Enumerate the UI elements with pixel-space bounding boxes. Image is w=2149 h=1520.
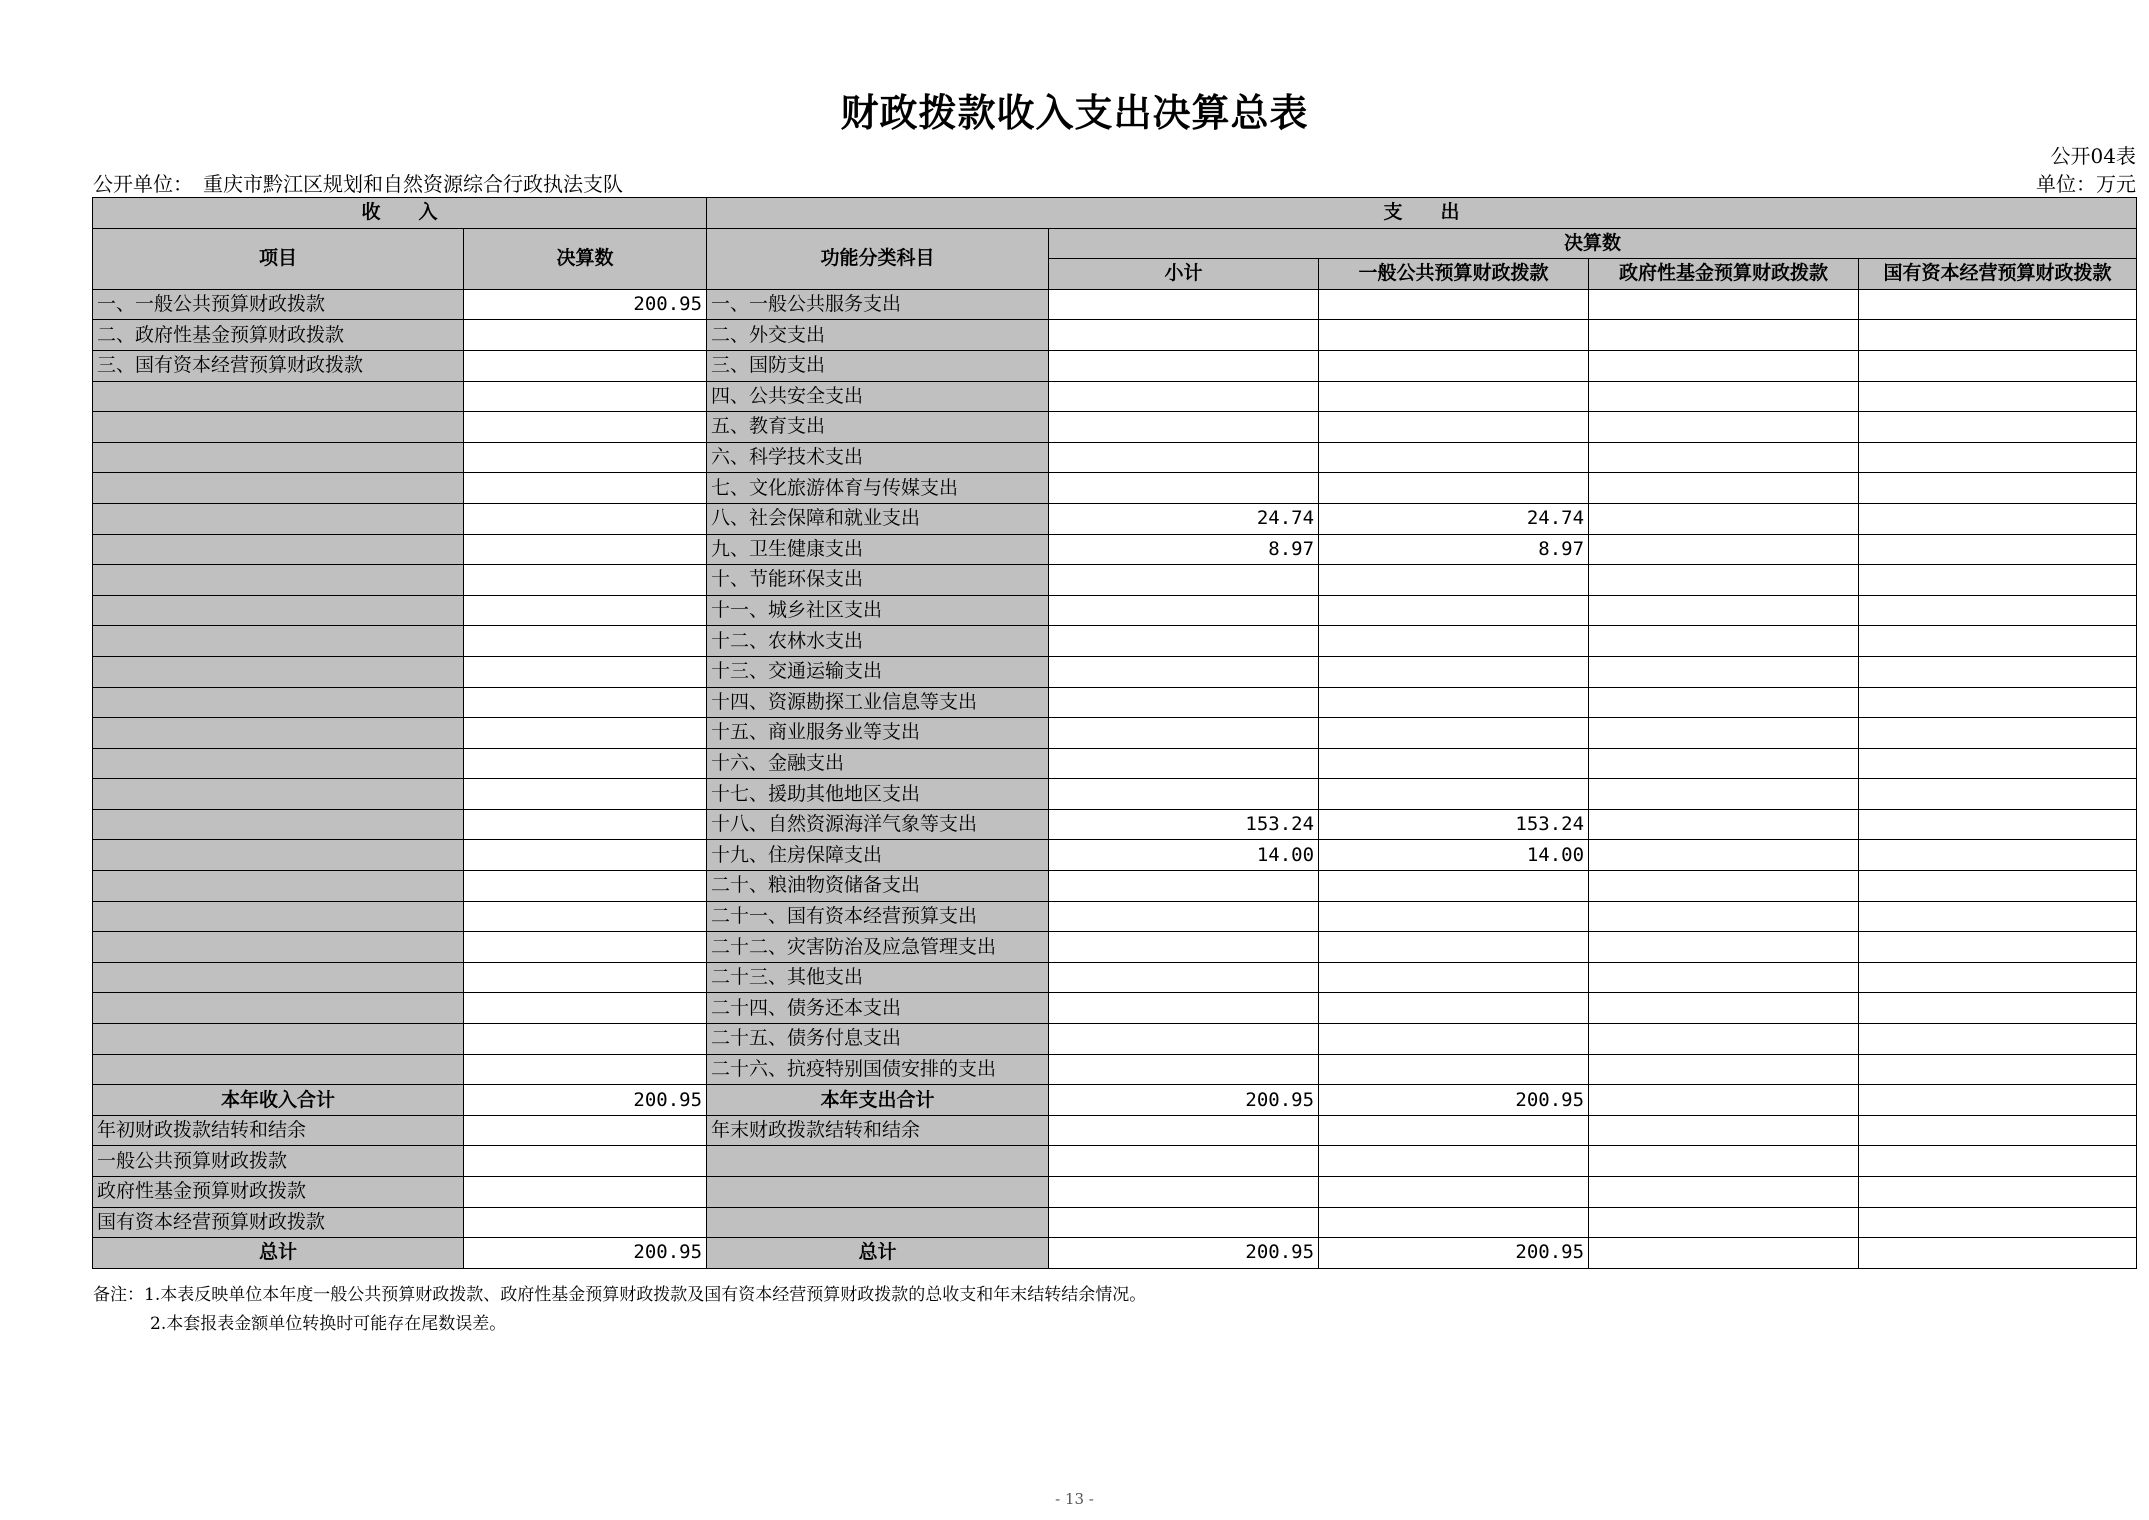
table-row xyxy=(93,350,2137,381)
carry-item-subtotal xyxy=(1049,1146,1319,1177)
general-budget-cell xyxy=(1319,779,1589,810)
carry-item-gov-fund xyxy=(1589,1207,1859,1238)
general-budget-cell: 24.74 xyxy=(1319,503,1589,534)
subtotal-cell xyxy=(1049,962,1319,993)
subtotal-cell xyxy=(1049,901,1319,932)
income-item xyxy=(93,565,464,596)
state-capital-cell xyxy=(1859,503,2137,534)
subtotal-cell xyxy=(1049,289,1319,320)
state-capital-cell xyxy=(1859,289,2137,320)
year-state-capital xyxy=(1859,1085,2137,1116)
carry-item-expense xyxy=(707,1207,1049,1238)
carry-item-state-capital xyxy=(1859,1177,2137,1208)
function-category: 十五、商业服务业等支出 xyxy=(707,718,1049,749)
table-row xyxy=(93,748,2137,779)
income-item xyxy=(93,932,464,963)
carry-item: 政府性基金预算财政拨款 xyxy=(93,1177,464,1208)
general-budget-cell xyxy=(1319,687,1589,718)
function-category: 二十三、其他支出 xyxy=(707,962,1049,993)
income-amount xyxy=(464,412,707,443)
subtotal-cell xyxy=(1049,473,1319,504)
gov-fund-cell xyxy=(1589,901,1859,932)
subtotal-cell xyxy=(1049,871,1319,902)
general-budget-cell xyxy=(1319,901,1589,932)
table-row xyxy=(93,473,2137,504)
gov-fund-cell xyxy=(1589,381,1859,412)
gov-fund-cell xyxy=(1589,350,1859,381)
table-row xyxy=(93,1024,2137,1055)
subtotal-cell xyxy=(1049,1054,1319,1085)
gov-fund-cell xyxy=(1589,1054,1859,1085)
expense-header: 支 出 xyxy=(707,198,2137,229)
function-category: 二十二、灾害防治及应急管理支出 xyxy=(707,932,1049,963)
income-amount xyxy=(464,779,707,810)
function-category: 二十五、债务付息支出 xyxy=(707,1024,1049,1055)
carry-general xyxy=(1319,1115,1589,1146)
state-capital-cell xyxy=(1859,901,2137,932)
table-row xyxy=(93,901,2137,932)
function-category: 二十四、债务还本支出 xyxy=(707,993,1049,1024)
table-row xyxy=(93,1054,2137,1085)
gov-fund-cell xyxy=(1589,412,1859,443)
table-row xyxy=(93,412,2137,443)
subtotal-cell xyxy=(1049,565,1319,596)
table-row xyxy=(93,718,2137,749)
subtotal-cell: 8.97 xyxy=(1049,534,1319,565)
final-header: 决算数 xyxy=(1049,228,2137,259)
general-budget-cell xyxy=(1319,993,1589,1024)
subtotal-cell xyxy=(1049,687,1319,718)
carry-over-row xyxy=(93,1115,2137,1146)
general-budget-cell xyxy=(1319,1054,1589,1085)
gov-fund-cell xyxy=(1589,503,1859,534)
function-category: 四、公共安全支出 xyxy=(707,381,1049,412)
carry-item-amount xyxy=(464,1177,707,1208)
subtotal-cell xyxy=(1049,779,1319,810)
state-capital-cell xyxy=(1859,320,2137,351)
general-budget-cell xyxy=(1319,350,1589,381)
table-row xyxy=(93,809,2137,840)
grand-total-row xyxy=(93,1238,2137,1269)
state-capital-cell xyxy=(1859,565,2137,596)
year-gov-fund xyxy=(1589,1085,1859,1116)
carry-item-state-capital xyxy=(1859,1146,2137,1177)
carry-item-general xyxy=(1319,1146,1589,1177)
table-row xyxy=(93,565,2137,596)
income-amount xyxy=(464,1024,707,1055)
general-budget-header: 一般公共预算财政拨款 xyxy=(1319,259,1589,290)
function-category: 十七、援助其他地区支出 xyxy=(707,779,1049,810)
state-capital-cell xyxy=(1859,656,2137,687)
function-category: 十八、自然资源海洋气象等支出 xyxy=(707,809,1049,840)
carry-item-subtotal xyxy=(1049,1207,1319,1238)
state-capital-cell xyxy=(1859,1024,2137,1055)
page-title: 财政拨款收入支出决算总表 xyxy=(840,91,1309,135)
income-item xyxy=(93,381,464,412)
general-budget-cell xyxy=(1319,473,1589,504)
gov-fund-cell xyxy=(1589,993,1859,1024)
income-item xyxy=(93,503,464,534)
carry-subtotal xyxy=(1049,1115,1319,1146)
income-item xyxy=(93,1024,464,1055)
income-amount xyxy=(464,656,707,687)
general-budget-cell xyxy=(1319,442,1589,473)
grand-expense-total-label: 总计 xyxy=(707,1238,1049,1269)
state-capital-cell xyxy=(1859,442,2137,473)
subtotal-cell xyxy=(1049,320,1319,351)
gov-fund-cell xyxy=(1589,840,1859,871)
carry-detail-row xyxy=(93,1207,2137,1238)
table-row xyxy=(93,503,2137,534)
general-budget-cell xyxy=(1319,626,1589,657)
subtotal-cell: 14.00 xyxy=(1049,840,1319,871)
income-amount xyxy=(464,962,707,993)
grand-general: 200.95 xyxy=(1319,1238,1589,1269)
year-total-row xyxy=(93,1085,2137,1116)
subtotal-cell: 153.24 xyxy=(1049,809,1319,840)
subtotal-cell xyxy=(1049,442,1319,473)
subtotal-cell: 24.74 xyxy=(1049,503,1319,534)
general-budget-cell xyxy=(1319,871,1589,902)
income-item xyxy=(93,840,464,871)
subtotal-cell xyxy=(1049,350,1319,381)
state-capital-cell xyxy=(1859,871,2137,902)
state-capital-cell xyxy=(1859,809,2137,840)
function-category: 十一、城乡社区支出 xyxy=(707,595,1049,626)
income-item: 二、政府性基金预算财政拨款 xyxy=(93,320,464,351)
income-amount xyxy=(464,534,707,565)
carry-item-expense xyxy=(707,1146,1049,1177)
state-capital-cell xyxy=(1859,473,2137,504)
grand-gov-fund xyxy=(1589,1238,1859,1269)
gov-fund-header: 政府性基金预算财政拨款 xyxy=(1589,259,1859,290)
income-item xyxy=(93,871,464,902)
state-capital-cell xyxy=(1859,534,2137,565)
income-amount xyxy=(464,320,707,351)
income-amount xyxy=(464,718,707,749)
income-item xyxy=(93,993,464,1024)
income-amount xyxy=(464,442,707,473)
subtotal-cell xyxy=(1049,718,1319,749)
carry-detail-row xyxy=(93,1177,2137,1208)
income-item xyxy=(93,626,464,657)
gov-fund-cell xyxy=(1589,320,1859,351)
subtotal-cell xyxy=(1049,626,1319,657)
subtotal-cell xyxy=(1049,1024,1319,1055)
gov-fund-cell xyxy=(1589,656,1859,687)
income-header: 收 入 xyxy=(93,198,707,229)
year-income-total: 200.95 xyxy=(464,1085,707,1116)
year-expense-total-label: 本年支出合计 xyxy=(707,1085,1049,1116)
income-item xyxy=(93,534,464,565)
income-item xyxy=(93,962,464,993)
gov-fund-cell xyxy=(1589,534,1859,565)
gov-fund-cell xyxy=(1589,748,1859,779)
income-amount xyxy=(464,473,707,504)
state-capital-cell xyxy=(1859,687,2137,718)
income-item: 一、一般公共预算财政拨款 xyxy=(93,289,464,320)
general-budget-cell xyxy=(1319,962,1589,993)
general-budget-cell xyxy=(1319,748,1589,779)
state-capital-cell xyxy=(1859,1054,2137,1085)
gov-fund-cell xyxy=(1589,718,1859,749)
gov-fund-cell xyxy=(1589,565,1859,596)
table-row xyxy=(93,381,2137,412)
gov-fund-cell xyxy=(1589,779,1859,810)
function-category: 五、教育支出 xyxy=(707,412,1049,443)
general-budget-cell xyxy=(1319,656,1589,687)
budget-table xyxy=(92,197,2137,1269)
state-capital-cell xyxy=(1859,779,2137,810)
income-item xyxy=(93,901,464,932)
income-amount xyxy=(464,840,707,871)
header-row-1 xyxy=(93,198,2137,229)
year-general: 200.95 xyxy=(1319,1085,1589,1116)
table-row xyxy=(93,779,2137,810)
income-amount xyxy=(464,993,707,1024)
note-2: 2.本套报表金额单位转换时可能存在尾数误差。 xyxy=(150,1314,507,1334)
general-budget-cell: 153.24 xyxy=(1319,809,1589,840)
function-category: 十九、住房保障支出 xyxy=(707,840,1049,871)
carry-item-general xyxy=(1319,1207,1589,1238)
gov-fund-cell xyxy=(1589,962,1859,993)
table-row xyxy=(93,595,2137,626)
income-amount xyxy=(464,748,707,779)
function-category: 七、文化旅游体育与传媒支出 xyxy=(707,473,1049,504)
carry-state-capital xyxy=(1859,1115,2137,1146)
carry-item-gov-fund xyxy=(1589,1146,1859,1177)
end-carry-label: 年末财政拨款结转和结余 xyxy=(707,1115,1049,1146)
table-row xyxy=(93,687,2137,718)
income-item xyxy=(93,442,464,473)
table-row xyxy=(93,840,2137,871)
state-capital-cell xyxy=(1859,718,2137,749)
income-amount xyxy=(464,503,707,534)
subtotal-cell xyxy=(1049,595,1319,626)
income-amount xyxy=(464,565,707,596)
income-item xyxy=(93,1054,464,1085)
gov-fund-cell xyxy=(1589,442,1859,473)
table-row xyxy=(93,871,2137,902)
subtotal-cell xyxy=(1049,748,1319,779)
income-amount xyxy=(464,1054,707,1085)
state-capital-cell xyxy=(1859,840,2137,871)
function-category: 三、国防支出 xyxy=(707,350,1049,381)
income-amount xyxy=(464,932,707,963)
grand-state-capital xyxy=(1859,1238,2137,1269)
carry-detail-row xyxy=(93,1146,2137,1177)
income-item xyxy=(93,412,464,443)
carry-item: 一般公共预算财政拨款 xyxy=(93,1146,464,1177)
function-category: 二十一、国有资本经营预算支出 xyxy=(707,901,1049,932)
table-row xyxy=(93,320,2137,351)
carry-item-general xyxy=(1319,1177,1589,1208)
year-subtotal: 200.95 xyxy=(1049,1085,1319,1116)
income-item xyxy=(93,718,464,749)
income-amount xyxy=(464,381,707,412)
state-capital-cell xyxy=(1859,350,2137,381)
function-category: 二十、粮油物资储备支出 xyxy=(707,871,1049,902)
state-capital-cell xyxy=(1859,595,2137,626)
general-budget-cell: 14.00 xyxy=(1319,840,1589,871)
header-row-2 xyxy=(93,228,2137,259)
function-category: 一、一般公共服务支出 xyxy=(707,289,1049,320)
general-budget-cell xyxy=(1319,595,1589,626)
income-amount xyxy=(464,687,707,718)
subtotal-cell xyxy=(1049,932,1319,963)
income-amount xyxy=(464,871,707,902)
carry-item-subtotal xyxy=(1049,1177,1319,1208)
income-item xyxy=(93,595,464,626)
reporting-unit: 公开单位： 重庆市黔江区规划和自然资源综合行政执法支队 xyxy=(93,172,623,196)
function-category: 十四、资源勘探工业信息等支出 xyxy=(707,687,1049,718)
grand-income-total: 200.95 xyxy=(464,1238,707,1269)
subtotal-cell xyxy=(1049,412,1319,443)
gov-fund-cell xyxy=(1589,626,1859,657)
table-row xyxy=(93,626,2137,657)
state-capital-cell xyxy=(1859,412,2137,443)
gov-fund-cell xyxy=(1589,1024,1859,1055)
table-row xyxy=(93,442,2137,473)
table-row xyxy=(93,932,2137,963)
gov-fund-cell xyxy=(1589,687,1859,718)
carry-item: 国有资本经营预算财政拨款 xyxy=(93,1207,464,1238)
subtotal-cell xyxy=(1049,381,1319,412)
income-amount: 200.95 xyxy=(464,289,707,320)
function-category: 二、外交支出 xyxy=(707,320,1049,351)
function-category: 二十六、抗疫特别国债安排的支出 xyxy=(707,1054,1049,1085)
general-budget-cell xyxy=(1319,289,1589,320)
state-capital-cell xyxy=(1859,626,2137,657)
general-budget-cell xyxy=(1319,412,1589,443)
amount-header: 决算数 xyxy=(464,228,707,289)
function-category: 六、科学技术支出 xyxy=(707,442,1049,473)
function-category: 八、社会保障和就业支出 xyxy=(707,503,1049,534)
state-capital-cell xyxy=(1859,993,2137,1024)
state-capital-header: 国有资本经营预算财政拨款 xyxy=(1859,259,2137,290)
general-budget-cell xyxy=(1319,381,1589,412)
carry-item-amount xyxy=(464,1207,707,1238)
gov-fund-cell xyxy=(1589,932,1859,963)
general-budget-cell: 8.97 xyxy=(1319,534,1589,565)
function-category: 十六、金融支出 xyxy=(707,748,1049,779)
page-number: - 13 - xyxy=(1055,1490,1094,1508)
state-capital-cell xyxy=(1859,932,2137,963)
grand-subtotal: 200.95 xyxy=(1049,1238,1319,1269)
function-category: 十三、交通运输支出 xyxy=(707,656,1049,687)
income-item xyxy=(93,656,464,687)
gov-fund-cell xyxy=(1589,595,1859,626)
general-budget-cell xyxy=(1319,718,1589,749)
income-item xyxy=(93,687,464,718)
general-budget-cell xyxy=(1319,320,1589,351)
table-row xyxy=(93,993,2137,1024)
item-header: 项目 xyxy=(93,228,464,289)
general-budget-cell xyxy=(1319,932,1589,963)
table-row xyxy=(93,656,2137,687)
state-capital-cell xyxy=(1859,381,2137,412)
carry-item-amount xyxy=(464,1146,707,1177)
carry-item-expense xyxy=(707,1177,1049,1208)
carry-gov-fund xyxy=(1589,1115,1859,1146)
begin-carry-amount xyxy=(464,1115,707,1146)
income-item: 三、国有资本经营预算财政拨款 xyxy=(93,350,464,381)
state-capital-cell xyxy=(1859,962,2137,993)
income-item xyxy=(93,473,464,504)
function-category: 十、节能环保支出 xyxy=(707,565,1049,596)
note-1: 备注：1.本表反映单位本年度一般公共预算财政拨款、政府性基金预算财政拨款及国有资本经营预算财政拨款的总收支和年末结转结余情况。 xyxy=(93,1285,1147,1305)
function-header: 功能分类科目 xyxy=(707,228,1049,289)
income-amount xyxy=(464,626,707,657)
general-budget-cell xyxy=(1319,1024,1589,1055)
carry-item-state-capital xyxy=(1859,1207,2137,1238)
subtotal-cell xyxy=(1049,656,1319,687)
table-row xyxy=(93,289,2137,320)
year-income-total-label: 本年收入合计 xyxy=(93,1085,464,1116)
subtotal-header: 小计 xyxy=(1049,259,1319,290)
gov-fund-cell xyxy=(1589,289,1859,320)
income-item xyxy=(93,748,464,779)
subtotal-cell xyxy=(1049,993,1319,1024)
currency-unit: 单位：万元 xyxy=(2036,172,2136,196)
income-amount xyxy=(464,809,707,840)
state-capital-cell xyxy=(1859,748,2137,779)
gov-fund-cell xyxy=(1589,809,1859,840)
general-budget-cell xyxy=(1319,565,1589,596)
income-item xyxy=(93,779,464,810)
begin-carry-label: 年初财政拨款结转和结余 xyxy=(93,1115,464,1146)
function-category: 十二、农林水支出 xyxy=(707,626,1049,657)
gov-fund-cell xyxy=(1589,473,1859,504)
income-amount xyxy=(464,350,707,381)
table-row xyxy=(93,534,2137,565)
gov-fund-cell xyxy=(1589,871,1859,902)
form-number: 公开04表 xyxy=(2050,144,2136,168)
grand-income-total-label: 总计 xyxy=(93,1238,464,1269)
function-category: 九、卫生健康支出 xyxy=(707,534,1049,565)
income-item xyxy=(93,809,464,840)
income-amount xyxy=(464,901,707,932)
carry-item-gov-fund xyxy=(1589,1177,1859,1208)
income-amount xyxy=(464,595,707,626)
table-row xyxy=(93,962,2137,993)
